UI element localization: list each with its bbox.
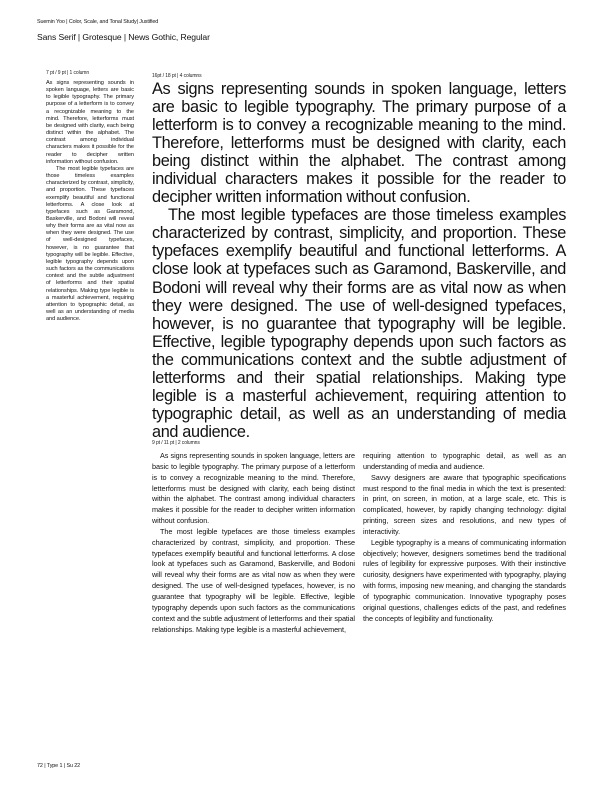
medium-spec-label: 9 pt / 11 pt | 2 columns (152, 440, 200, 446)
paragraph: As signs representing sounds in spoken language, letters are basic to legible typography. The primary purpose of a letterform is to convey a recognizable meaning to the mind. Therefore, letterforms must be designed with clarity, each being distinct within the alphabet. The contrast among individual characters makes it possible for the reader to decipher written information without confusion. (152, 80, 566, 207)
paragraph: Legible typography is a means of communicating information objectively; however, designers sometimes bend the traditional rules of legibility for expressive purposes. With their instinctive curiosity, designers have experimented with typography, playing with forms, imposing new meaning, and changing the standards of typographic communication. Innovative typography poses original questions, challenges edicts of the past, and redefines the concepts of legibility and functionality. (363, 537, 566, 623)
small-text-column (46, 80, 134, 323)
header-title: Sans Serif | Grotesque | News Gothic, Regular (37, 32, 210, 42)
page-folio: 72 | Type 1 | Su 22 (37, 763, 81, 769)
paragraph: requiring attention to typographic detail, as well as an understanding of media and audience. (363, 451, 566, 471)
medium-text-column-1 (152, 451, 355, 635)
medium-text-column-2 (363, 451, 566, 625)
header-meta: Suemin Yoo | Color, Scale, and Tonal Study| Justified (37, 19, 159, 25)
paragraph: As signs representing sounds in spoken language, letters are basic to legible typography. The primary purpose of a letterform is to convey a recognizable meaning to the mind. Therefore, letterforms must be designed with clarity, each being distinct within the alphabet. The contrast among individual characters makes it possible for the reader to decipher written information without confusion. (152, 451, 355, 526)
paragraph: The most legible typefaces are those timeless examples characterized by contrast, simplicity, and proportion. These typefaces exemplify beautiful and functional letterforms. A close look at typefaces such as Garamond, Baskerville, and Bodoni will reveal why their forms are as vital now as when they were designed. The use of well-designed typefaces, however, is no guarantee that typography will be legible. Effective, legible typography depends upon such factors as the communications context and the subtle adjustment of letterforms and their spatial relationships. Making type legible is a masterful achievement, (152, 526, 355, 634)
paragraph: Savvy designers are aware that typographic specifications must respond to the final media in which the text is presented: in print, on screen, in motion, at a large scale, etc. This is complicated, however, by rapidly changing technology: digital printing, screen sizes and resolutions, and new types of interactivity. (363, 472, 566, 536)
paragraph: The most legible typefaces are those timeless examples characterized by contrast, simplicity, and proportion. These typefaces exemplify beautiful and functional letterforms. A close look at typefaces such as Garamond, Baskerville, and Bodoni will reveal why their forms are as vital now as when they were designed. The use of well-designed typefaces, however, is no guarantee that typography will be legible. Effective, legible typography depends upon such factors as the communications context and the subtle adjustment of letterforms and their spatial relationships. Making type legible is a masterful achievement, requiring attention to typographic detail, as well as an understanding of media and audience. (46, 165, 134, 323)
paragraph: As signs representing sounds in spoken language, letters are basic to legible typography. The primary purpose of a letterform is to convey a recognizable meaning to the mind. Therefore, letterforms must be designed with clarity, each being distinct within the alphabet. The contrast among individual characters makes it possible for the reader to decipher written information without confusion. (46, 80, 134, 165)
small-spec-label: 7 pt / 9 pt | 1 column (46, 70, 90, 76)
large-text-block (152, 80, 566, 441)
paragraph: The most legible typefaces are those timeless examples characterized by contrast, simplicity, and proportion. These typefaces exemplify beautiful and functional letterforms. A close look at typefaces such as Garamond, Baskerville, and Bodoni will reveal why their forms are as vital now as when they were designed. The use of well-designed typefaces, however, is no guarantee that typography will be legible. Effective, legible typography depends upon such factors as the communications context and the subtle adjustment of letterforms and their spatial relationships. Making type legible is a masterful achievement, requiring attention to typographic detail, as well as an understanding of media and audience. (152, 206, 566, 441)
large-spec-label: 16pt / 18 pt | 4 columns (152, 73, 202, 79)
